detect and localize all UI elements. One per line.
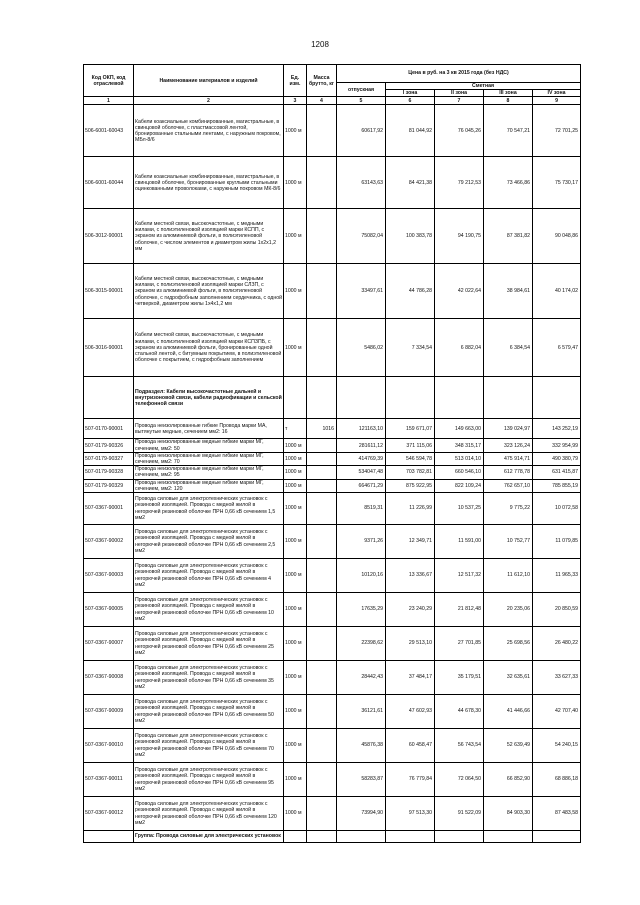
cell-z1: 29 513,10 xyxy=(386,627,435,661)
cell-release: 33497,61 xyxy=(337,264,386,319)
cell-empty xyxy=(337,831,386,843)
cell-unit: 1000 м xyxy=(284,439,307,452)
cell-z3: 612 778,78 xyxy=(484,466,533,479)
cell-code: 507-0367-90003 xyxy=(84,559,134,593)
cell-code: 507-0367-90010 xyxy=(84,729,134,763)
cell-unit: 1000 м xyxy=(284,797,307,831)
cell-code: 507-0367-90002 xyxy=(84,525,134,559)
cell-z3: 87 381,82 xyxy=(484,209,533,264)
cell-unit: 1000 м xyxy=(284,525,307,559)
cell-z3: 38 984,61 xyxy=(484,264,533,319)
table-row xyxy=(84,319,581,377)
cell-z3: 9 775,22 xyxy=(484,493,533,525)
cell-z4: 68 886,18 xyxy=(533,763,581,797)
cell-unit: 1000 м xyxy=(284,593,307,627)
cell-z3: 66 852,90 xyxy=(484,763,533,797)
cell-z3: 32 635,61 xyxy=(484,661,533,695)
cell-z1: 875 922,95 xyxy=(386,479,435,492)
cell-empty xyxy=(533,377,581,419)
cell-z2: 822 109,24 xyxy=(435,479,484,492)
cell-z1: 76 779,84 xyxy=(386,763,435,797)
cell-name: Провода неизолированные медные гибкие марки МГ, сечением, мм2: 70 xyxy=(134,452,284,465)
cell-release: 121163,10 xyxy=(337,419,386,439)
header-zone-4: IV зона xyxy=(533,90,581,97)
cell-unit: 1000 м xyxy=(284,209,307,264)
cell-release: 281611,12 xyxy=(337,439,386,452)
cell-z2: 94 190,75 xyxy=(435,209,484,264)
cell-z4: 11 965,33 xyxy=(533,559,581,593)
cell-name: Провода силовые для электротехнических установок с резиновой изоляцией. Провода с медной жилой в негорючей резиновой оболочке ПРН 0,66 кВ сечением 25 мм2 xyxy=(134,627,284,661)
cell-z3: 25 698,56 xyxy=(484,627,533,661)
column-number: 8 xyxy=(484,97,533,105)
cell-name: Кабели местной связи, высокочастотные, с медными жилами, с полиэтиленовой изоляцией марки КСПП, с экраном из алюминиевой фольги, в полиэтиленовой оболочке, с числом элементов и диаметром жилы 1х2х1,2 мм xyxy=(134,209,284,264)
cell-code: 507-0179-90326 xyxy=(84,439,134,452)
cell-code: 506-6001-60044 xyxy=(84,157,134,209)
cell-name: Кабели коаксиальные комбинированные, магистральные, в свинцовой оболочке, с пластмассовой лентой, бронированные стальными лентами, с наружным покровом, МБл-8/6 xyxy=(134,105,284,157)
cell-z4: 143 252,19 xyxy=(533,419,581,439)
cell-release: 36121,61 xyxy=(337,695,386,729)
cell-z3: 52 639,49 xyxy=(484,729,533,763)
cell-name: Провода силовые для электротехнических установок с резиновой изоляцией. Провода с медной жилой в негорючей резиновой оболочке ПРН 0,66 кВ сечением 70 мм2 xyxy=(134,729,284,763)
cell-z3: 70 547,21 xyxy=(484,105,533,157)
cell-code: 507-0367-90009 xyxy=(84,695,134,729)
cell-z1: 12 349,71 xyxy=(386,525,435,559)
table-row xyxy=(84,729,581,763)
cell-mass xyxy=(307,264,337,319)
cell-unit: 1000 м xyxy=(284,157,307,209)
cell-z4: 90 048,86 xyxy=(533,209,581,264)
cell-name: Провода неизолированные медные гибкие марки МГ, сечением, мм2: 120 xyxy=(134,479,284,492)
cell-unit: 1000 м xyxy=(284,319,307,377)
cell-z1: 100 383,78 xyxy=(386,209,435,264)
cell-z1: 703 782,81 xyxy=(386,466,435,479)
cell-z4: 42 707,40 xyxy=(533,695,581,729)
cell-name: Кабели коаксиальные комбинированные, магистральные, в свинцовой оболочке, бронированные круглыми стальными оцинкованными проволоками, с наружным покровом МК-8/6 xyxy=(134,157,284,209)
page-number: 1208 xyxy=(311,40,329,49)
cell-release: 5486,02 xyxy=(337,319,386,377)
cell-z4: 785 855,19 xyxy=(533,479,581,492)
cell-z4: 87 483,58 xyxy=(533,797,581,831)
cell-mass xyxy=(307,797,337,831)
cell-empty xyxy=(337,377,386,419)
cell-empty xyxy=(284,831,307,843)
cell-release: 28442,43 xyxy=(337,661,386,695)
cell-z4: 631 415,87 xyxy=(533,466,581,479)
cell-unit: 1000 м xyxy=(284,493,307,525)
group-row xyxy=(84,831,581,843)
cell-release: 9371,26 xyxy=(337,525,386,559)
cell-z1: 47 602,93 xyxy=(386,695,435,729)
cell-empty xyxy=(484,831,533,843)
cell-z2: 76 045,26 xyxy=(435,105,484,157)
cell-release: 63143,63 xyxy=(337,157,386,209)
header-mass: Масса брутто, кг xyxy=(307,65,337,97)
cell-name: Провода силовые для электротехнических установок с резиновой изоляцией. Провода с медной жилой в негорючей резиновой оболочке ПРН 0,66 кВ сечением 2,5 мм2 xyxy=(134,525,284,559)
cell-mass xyxy=(307,105,337,157)
cell-empty xyxy=(84,831,134,843)
cell-code: 506-6001-60043 xyxy=(84,105,134,157)
cell-code: 506-3012-90001 xyxy=(84,209,134,264)
cell-z1: 97 513,30 xyxy=(386,797,435,831)
cell-code: 506-3015-90001 xyxy=(84,264,134,319)
column-number: 5 xyxy=(337,97,386,105)
cell-name: Провода силовые для электротехнических установок с резиновой изоляцией. Провода с медной жилой в негорючей резиновой оболочке ПРН 0,66 кВ сечением 50 мм2 xyxy=(134,695,284,729)
cell-mass xyxy=(307,627,337,661)
cell-name: Группа: Провода силовые для электрических установок xyxy=(134,831,284,843)
price-table xyxy=(83,64,581,843)
cell-release: 22398,62 xyxy=(337,627,386,661)
cell-mass xyxy=(307,157,337,209)
cell-release: 45876,38 xyxy=(337,729,386,763)
cell-z2: 149 663,00 xyxy=(435,419,484,439)
cell-unit: 1000 м xyxy=(284,466,307,479)
cell-code: 507-0179-90328 xyxy=(84,466,134,479)
table-body xyxy=(84,105,581,843)
cell-z2: 72 064,50 xyxy=(435,763,484,797)
cell-release: 17635,29 xyxy=(337,593,386,627)
cell-mass xyxy=(307,525,337,559)
cell-mass xyxy=(307,439,337,452)
table-row xyxy=(84,763,581,797)
cell-z4: 72 701,25 xyxy=(533,105,581,157)
cell-name: Провода силовые для электротехнических установок с резиновой изоляцией. Провода с медной жилой в негорючей резиновой оболочке ПРН 0,66 кВ сечением 4 мм2 xyxy=(134,559,284,593)
cell-z1: 371 115,06 xyxy=(386,439,435,452)
cell-z1: 7 334,54 xyxy=(386,319,435,377)
table-row xyxy=(84,797,581,831)
cell-z3: 10 752,77 xyxy=(484,525,533,559)
cell-z2: 21 812,48 xyxy=(435,593,484,627)
cell-z4: 10 072,58 xyxy=(533,493,581,525)
cell-unit: 1000 м xyxy=(284,661,307,695)
cell-code: 507-0170-90001 xyxy=(84,419,134,439)
cell-z1: 60 458,47 xyxy=(386,729,435,763)
column-number: 7 xyxy=(435,97,484,105)
cell-name: Провода силовые для электротехнических установок с резиновой изоляцией. Провода с медной жилой в негорючей резиновой оболочке ПРН 0,66 кВ сечением 10 мм2 xyxy=(134,593,284,627)
cell-unit: 1000 м xyxy=(284,729,307,763)
cell-mass xyxy=(307,729,337,763)
cell-code: 507-0367-90005 xyxy=(84,593,134,627)
table-row xyxy=(84,559,581,593)
table-row xyxy=(84,419,581,439)
cell-z2: 35 179,51 xyxy=(435,661,484,695)
cell-z2: 44 678,30 xyxy=(435,695,484,729)
cell-unit: 1000 м xyxy=(284,763,307,797)
cell-z2: 56 743,54 xyxy=(435,729,484,763)
cell-z2: 42 022,64 xyxy=(435,264,484,319)
column-number: 1 xyxy=(84,97,134,105)
cell-name: Провода неизолированные гибкие Провода марки МА, вытянутые медные, сечением мм2: 16 xyxy=(134,419,284,439)
cell-z2: 91 522,09 xyxy=(435,797,484,831)
header-zone-3: III зона xyxy=(484,90,533,97)
header-zone-2: II зона xyxy=(435,90,484,97)
cell-release: 60617,92 xyxy=(337,105,386,157)
cell-mass xyxy=(307,452,337,465)
cell-name: Провода силовые для электротехнических установок с резиновой изоляцией. Провода с медной жилой в негорючей резиновой оболочке ПРН 0,66 кВ сечением 1,5 мм2 xyxy=(134,493,284,525)
cell-z2: 10 537,25 xyxy=(435,493,484,525)
table-row xyxy=(84,452,581,465)
cell-z4: 40 174,02 xyxy=(533,264,581,319)
cell-name: Провода неизолированные медные гибкие марки МГ, сечением, мм2: 95 xyxy=(134,466,284,479)
table-row xyxy=(84,479,581,492)
cell-z4: 20 850,59 xyxy=(533,593,581,627)
cell-empty xyxy=(386,377,435,419)
cell-z1: 11 226,99 xyxy=(386,493,435,525)
column-number: 6 xyxy=(386,97,435,105)
cell-empty xyxy=(84,377,134,419)
cell-code: 507-0179-90329 xyxy=(84,479,134,492)
cell-name: Провода силовые для электротехнических установок с резиновой изоляцией. Провода с медной жилой в негорючей резиновой оболочке ПРН 0,66 кВ сечением 35 мм2 xyxy=(134,661,284,695)
cell-z2: 12 517,32 xyxy=(435,559,484,593)
header-zone-1: I зона xyxy=(386,90,435,97)
header-estimate: Сметная xyxy=(386,83,581,90)
cell-z4: 75 730,17 xyxy=(533,157,581,209)
cell-unit: 1000 м xyxy=(284,559,307,593)
header-name: Наименование материалов и изделий xyxy=(134,65,284,97)
cell-name: Кабели местной связи, высокочастотные, с медными жилами, с полиэтиленовой изоляцией марки КСПЗПБ, с экраном из алюминиевой фольги, бронированные одной стальной лентой, с битумным покрытием, в полиэтиленовой оболочке с покрытием, с гидрофобным заполнением xyxy=(134,319,284,377)
cell-release: 414769,39 xyxy=(337,452,386,465)
cell-mass xyxy=(307,209,337,264)
table-row xyxy=(84,264,581,319)
header-unit: Ед. изм. xyxy=(284,65,307,97)
cell-z2: 11 591,00 xyxy=(435,525,484,559)
column-number: 3 xyxy=(284,97,307,105)
table-row xyxy=(84,593,581,627)
cell-z3: 6 384,54 xyxy=(484,319,533,377)
cell-z4: 26 480,22 xyxy=(533,627,581,661)
cell-z1: 23 240,29 xyxy=(386,593,435,627)
cell-unit: 1000 м xyxy=(284,627,307,661)
cell-empty xyxy=(307,831,337,843)
cell-z3: 41 446,66 xyxy=(484,695,533,729)
cell-z1: 37 484,17 xyxy=(386,661,435,695)
cell-z1: 84 421,38 xyxy=(386,157,435,209)
cell-empty xyxy=(307,377,337,419)
cell-z2: 513 014,10 xyxy=(435,452,484,465)
cell-z4: 490 380,79 xyxy=(533,452,581,465)
table-row xyxy=(84,466,581,479)
cell-mass xyxy=(307,695,337,729)
table-row xyxy=(84,627,581,661)
cell-mass xyxy=(307,466,337,479)
cell-release: 534047,48 xyxy=(337,466,386,479)
cell-release: 8519,31 xyxy=(337,493,386,525)
cell-mass xyxy=(307,763,337,797)
cell-z1: 159 671,07 xyxy=(386,419,435,439)
cell-code: 507-0367-90011 xyxy=(84,763,134,797)
column-number-row xyxy=(84,97,581,105)
cell-empty xyxy=(435,831,484,843)
cell-name: Подраздел: Кабели высокочастотные дальней и внутризоновой связи, кабели радиофикации и сельской телефонной связи xyxy=(134,377,284,419)
cell-release: 75082,04 xyxy=(337,209,386,264)
column-number: 2 xyxy=(134,97,284,105)
cell-unit: 1000 м xyxy=(284,264,307,319)
cell-code: 507-0179-90327 xyxy=(84,452,134,465)
group-row xyxy=(84,377,581,419)
cell-z4: 332 954,99 xyxy=(533,439,581,452)
cell-unit: т xyxy=(284,419,307,439)
table-row xyxy=(84,525,581,559)
cell-name: Провода силовые для электротехнических установок с резиновой изоляцией. Провода с медной жилой в негорючей резиновой оболочке ПРН 0,66 кВ сечением 120 мм2 xyxy=(134,797,284,831)
cell-name: Провода неизолированные медные гибкие марки МГ, сечением, мм2: 50 xyxy=(134,439,284,452)
cell-mass: 1016 xyxy=(307,419,337,439)
cell-z4: 33 627,33 xyxy=(533,661,581,695)
column-number: 9 xyxy=(533,97,581,105)
cell-z1: 81 044,92 xyxy=(386,105,435,157)
cell-z1: 546 594,78 xyxy=(386,452,435,465)
cell-z3: 762 657,10 xyxy=(484,479,533,492)
cell-mass xyxy=(307,493,337,525)
cell-z1: 13 336,67 xyxy=(386,559,435,593)
cell-mass xyxy=(307,319,337,377)
cell-release: 73994,90 xyxy=(337,797,386,831)
table-row xyxy=(84,695,581,729)
cell-z3: 11 612,10 xyxy=(484,559,533,593)
cell-release: 10120,16 xyxy=(337,559,386,593)
cell-z3: 73 466,86 xyxy=(484,157,533,209)
cell-unit: 1000 м xyxy=(284,105,307,157)
cell-release: 58283,87 xyxy=(337,763,386,797)
cell-unit: 1000 м xyxy=(284,452,307,465)
cell-unit: 1000 м xyxy=(284,695,307,729)
cell-z3: 323 126,24 xyxy=(484,439,533,452)
cell-code: 507-0367-90012 xyxy=(84,797,134,831)
cell-z4: 54 240,15 xyxy=(533,729,581,763)
header-code: Код ОКП, код отраслевой xyxy=(84,65,134,97)
table-row xyxy=(84,661,581,695)
cell-empty xyxy=(533,831,581,843)
cell-z3: 84 903,30 xyxy=(484,797,533,831)
cell-empty xyxy=(386,831,435,843)
cell-z4: 6 579,47 xyxy=(533,319,581,377)
cell-code: 507-0367-90007 xyxy=(84,627,134,661)
table-row xyxy=(84,493,581,525)
cell-mass xyxy=(307,559,337,593)
cell-code: 507-0367-90001 xyxy=(84,493,134,525)
cell-empty xyxy=(435,377,484,419)
cell-z3: 475 914,71 xyxy=(484,452,533,465)
cell-unit: 1000 м xyxy=(284,479,307,492)
cell-z1: 44 786,28 xyxy=(386,264,435,319)
cell-mass xyxy=(307,479,337,492)
cell-mass xyxy=(307,661,337,695)
cell-code: 507-0367-90008 xyxy=(84,661,134,695)
cell-z4: 11 079,85 xyxy=(533,525,581,559)
table-row xyxy=(84,209,581,264)
cell-mass xyxy=(307,593,337,627)
header-price-title: Цена в руб. на 3 кв 2015 года (без НДС) xyxy=(337,65,581,83)
cell-z2: 660 546,10 xyxy=(435,466,484,479)
cell-empty xyxy=(284,377,307,419)
cell-release: 664671,29 xyxy=(337,479,386,492)
cell-z2: 6 882,04 xyxy=(435,319,484,377)
cell-z2: 27 701,85 xyxy=(435,627,484,661)
cell-name: Провода силовые для электротехнических установок с резиновой изоляцией. Провода с медной жилой в негорючей резиновой оболочке ПРН 0,66 кВ сечением 95 мм2 xyxy=(134,763,284,797)
cell-code: 506-3016-90001 xyxy=(84,319,134,377)
cell-z2: 348 315,17 xyxy=(435,439,484,452)
column-number: 4 xyxy=(307,97,337,105)
cell-z3: 139 024,97 xyxy=(484,419,533,439)
cell-name: Кабели местной связи, высокочастотные, с медными жилами, с полиэтиленовой изоляцией марки СЛЗП, с экраном из алюминиевой фольги, в полиэтиленовой оболочке, с гидрофобным заполнением сердечника, с одной четверкой, диаметром жилы 1х4х1,2 мм xyxy=(134,264,284,319)
cell-empty xyxy=(484,377,533,419)
cell-z2: 79 212,53 xyxy=(435,157,484,209)
table-row xyxy=(84,439,581,452)
table-row xyxy=(84,105,581,157)
header-release: отпускная xyxy=(337,83,386,97)
cell-z3: 20 235,06 xyxy=(484,593,533,627)
table-row xyxy=(84,157,581,209)
